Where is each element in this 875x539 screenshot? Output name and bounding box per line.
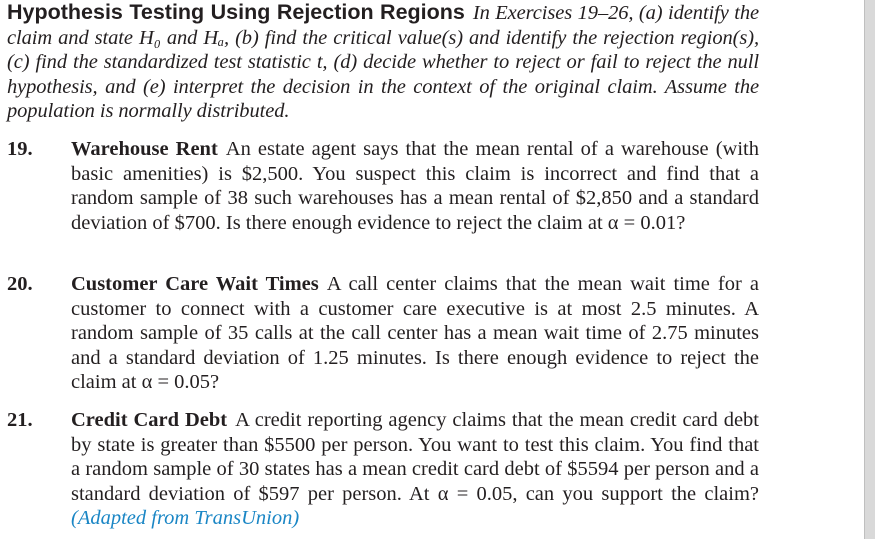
source-citation[interactable]: (Adapted from TransUnion) (71, 507, 300, 530)
exercise-text: A call center claims that the mean wait time for a customer to connect with a customer care executive is at most 2.5 minutes. A random sample of 35 calls at the call center has a mean wait time of 2.75 minutes and a standard deviation of 1.25 minutes. Is there enough evidence to reject the claim at α = 0.05? (71, 273, 759, 394)
exercise-number: 19. (7, 138, 33, 160)
instructions-text: In Exercises 19–26, (a) identify the claim and state H₀ and Hₐ, (b) find the critical value(s) and identify the rejection region(s), (c) find the standardized test statistic t, (d) decide whether to reject or fail to reject the null hypothesis, and (e) interpret the decision in the context of the original claim. Assume the population is normally distributed. (7, 2, 759, 123)
exercise-text: A credit reporting agency claims that the mean credit card debt by state is greater than $5500 per person. You want to test this claim. You find that a random sample of 30 states has a mean credit card debt of $5594 per person and a standard deviation of $597 per person. At α = 0.05, can you support the claim? (71, 409, 759, 505)
exercise-number: 20. (7, 273, 33, 295)
instructions-paragraph (7, 0, 759, 124)
section-heading: Hypothesis Testing Using Rejection Regions (7, 0, 465, 24)
exercise-text: An estate agent says that the mean rental of a warehouse (with basic amenities) is $2,500. You suspect this claim is incorrect and find that a random sample of 38 such warehouses has a mean rental of $2,850 and a standard deviation of $700. Is there enough evidence to reject the claim at α = 0.01? (71, 138, 759, 234)
exercise-title: Credit Card Debt (71, 409, 228, 431)
exercise-title: Customer Care Wait Times (71, 273, 319, 295)
exercise-body (71, 408, 759, 531)
exercise-21 (7, 408, 759, 531)
exercise-20 (7, 272, 759, 395)
exercise-number: 21. (7, 409, 33, 431)
page-edge (864, 0, 875, 539)
exercise-19 (7, 137, 759, 235)
exercise-body (71, 137, 759, 235)
exercise-title: Warehouse Rent (71, 138, 218, 160)
exercise-body (71, 272, 759, 395)
